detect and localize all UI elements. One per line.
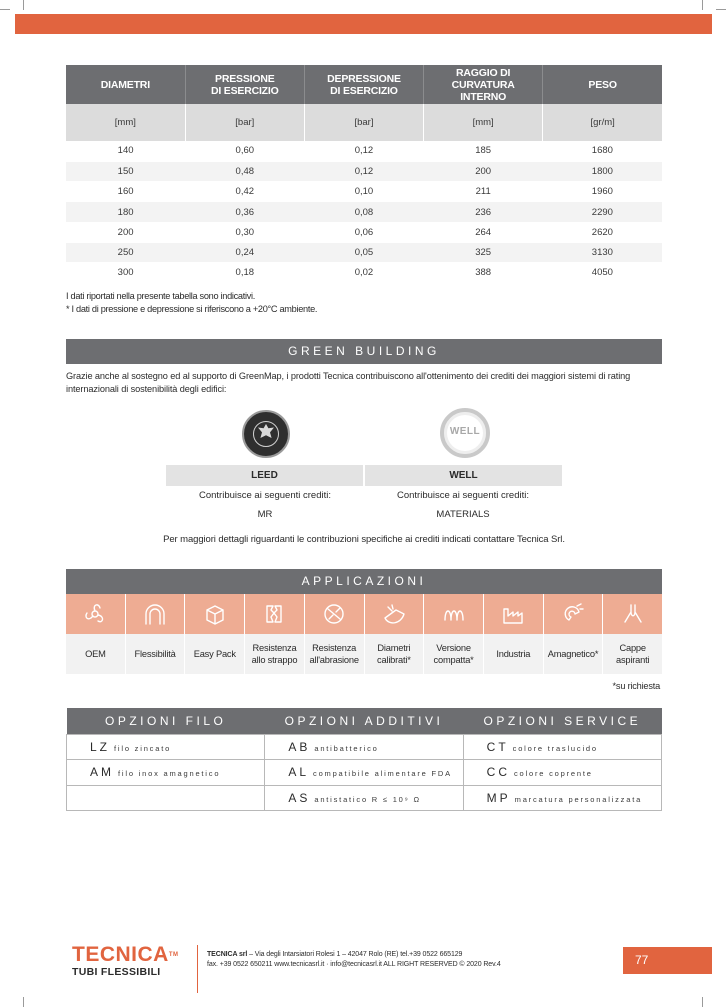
spec-table — [66, 65, 662, 284]
application-label: Resistenza all'abrasione — [305, 634, 365, 674]
unit-cell: [bar] — [304, 104, 423, 141]
table-row — [66, 263, 662, 283]
application-icon-cell — [484, 594, 544, 634]
brand-name-text: TECNICA — [72, 943, 169, 966]
table-cell: 0,12 — [304, 161, 423, 181]
spec-notes — [66, 290, 317, 315]
option-description: colore traslucido — [512, 743, 598, 753]
option-cell — [67, 760, 265, 786]
unit-cell: [mm] — [424, 104, 543, 141]
options-header-service: OPZIONI SERVICE — [463, 708, 661, 734]
applications-icon-row — [66, 594, 662, 634]
hood-icon — [619, 600, 647, 628]
option-code: AB — [288, 739, 311, 754]
table-row — [66, 182, 662, 202]
table-cell: 1960 — [543, 182, 662, 202]
table-cell: 0,02 — [304, 263, 423, 283]
table-cell: 2290 — [543, 202, 662, 222]
option-code: LZ — [90, 739, 111, 754]
table-cell: 264 — [424, 222, 543, 242]
table-cell: 0,60 — [185, 141, 304, 161]
table-cell: 0,08 — [304, 202, 423, 222]
table-cell: 0,12 — [304, 141, 423, 161]
cert-credit-row — [166, 505, 562, 524]
brand-name — [72, 944, 179, 966]
option-description: marcatura personalizzata — [514, 794, 643, 804]
fan-icon — [81, 600, 109, 628]
crop-mark — [716, 9, 726, 10]
well-header: WELL — [364, 465, 562, 486]
unit-cell: [bar] — [185, 104, 304, 141]
table-cell: 0,36 — [185, 202, 304, 222]
crop-mark — [0, 9, 10, 10]
table-cell: 200 — [424, 161, 543, 181]
well-credit: MATERIALS — [436, 509, 490, 520]
table-cell: 3130 — [543, 242, 662, 262]
well-logo-icon — [440, 408, 490, 458]
option-description: antistatico R ≤ 10⁹ Ω — [314, 794, 421, 804]
application-icon-cell — [185, 594, 245, 634]
table-row — [66, 161, 662, 181]
applicazioni-title: APPLICAZIONI — [66, 569, 662, 594]
option-description: filo inox amagnetico — [118, 769, 221, 779]
option-cell — [265, 734, 463, 760]
unit-cell: [gr/m] — [543, 104, 662, 141]
application-label: Versione compatta* — [424, 634, 484, 674]
application-label: OEM — [66, 634, 126, 674]
application-label: Easy Pack — [185, 634, 245, 674]
table-cell: 2620 — [543, 222, 662, 242]
address-line-2: fax. +39 0522 650211 www.tecnicasrl.it · info@tecnicasrl.it ALL RIGHT RESERVED © 2020 Rev.4 — [207, 960, 501, 968]
table-cell: 0,24 — [185, 242, 304, 262]
application-label: Industria — [484, 634, 544, 674]
address-line — [207, 950, 501, 960]
table-cell: 4050 — [543, 263, 662, 283]
brand-trademark: TM — [168, 952, 179, 958]
option-cell — [67, 734, 265, 760]
leed-header: LEED — [166, 465, 364, 486]
leed-credit: MR — [257, 509, 273, 520]
application-icon-cell — [305, 594, 365, 634]
well-contributes: Contribuisce ai seguenti crediti: — [396, 490, 529, 501]
green-building-title: GREEN BUILDING — [66, 339, 662, 364]
tear-icon — [260, 600, 288, 628]
options-table — [66, 708, 662, 811]
box-icon — [201, 600, 229, 628]
options-header-filo: OPZIONI FILO — [67, 708, 265, 734]
option-cell — [265, 785, 463, 811]
cert-header-row — [166, 465, 562, 486]
table-cell: 1800 — [543, 161, 662, 181]
options-header-row — [67, 708, 662, 734]
option-description: filo zincato — [114, 743, 172, 753]
option-code: AS — [288, 790, 311, 805]
option-cell — [463, 734, 661, 760]
table-cell: 185 — [424, 141, 543, 161]
table-cell: 300 — [66, 263, 185, 283]
table-cell: 140 — [66, 141, 185, 161]
spec-header: PRESSIONE DI ESERCIZIO — [185, 65, 304, 104]
brand-logo — [72, 944, 179, 978]
option-code: AM — [90, 765, 114, 780]
factory-icon — [499, 600, 527, 628]
green-building-footer: Per maggiori dettagli riguardanti le contribuzioni specifiche ai crediti indicati contattare Tecnica Srl. — [163, 534, 565, 545]
table-cell: 236 — [424, 202, 543, 222]
option-cell — [265, 760, 463, 786]
application-label: Diametri calibrati* — [365, 634, 425, 674]
table-cell: 200 — [66, 222, 185, 242]
application-icon-cell — [544, 594, 604, 634]
application-icon-cell — [66, 594, 126, 634]
option-description: compatibile alimentare FDA — [313, 769, 452, 779]
unit-cell: [mm] — [66, 104, 185, 141]
spec-header: PESO — [543, 65, 662, 104]
arch-icon — [141, 600, 169, 628]
spec-header: DEPRESSIONE DI ESERCIZIO — [304, 65, 423, 104]
top-accent-band — [15, 14, 712, 34]
crop-mark — [702, 997, 703, 1007]
crop-mark — [23, 997, 24, 1007]
applications-label-row — [66, 634, 662, 674]
application-label: Amagnetico* — [544, 634, 604, 674]
spec-header-row — [66, 65, 662, 104]
options-header-additivi: OPZIONI ADDITIVI — [265, 708, 463, 734]
table-cell: 180 — [66, 202, 185, 222]
application-icon-cell — [126, 594, 186, 634]
leed-contributes: Contribuisce ai seguenti crediti: — [198, 490, 331, 501]
option-code: MP — [486, 790, 511, 805]
table-row — [66, 202, 662, 222]
spec-units-row — [66, 104, 662, 141]
options-row — [67, 760, 662, 786]
crop-mark — [702, 0, 703, 10]
table-cell: 160 — [66, 182, 185, 202]
table-cell: 1680 — [543, 141, 662, 161]
table-cell: 0,42 — [185, 182, 304, 202]
diameter-icon — [380, 600, 408, 628]
spec-note: * I dati di pressione e depressione si riferiscono a +20°C ambiente. — [66, 303, 318, 314]
option-cell — [463, 785, 661, 811]
option-code: CT — [486, 739, 509, 754]
table-cell: 150 — [66, 161, 185, 181]
table-cell: 0,10 — [304, 182, 423, 202]
spec-note: I dati riportati nella presente tabella sono indicativi. — [66, 291, 256, 301]
spec-header: RAGGIO DI CURVATURA INTERNO — [424, 65, 543, 104]
application-icon-cell — [603, 594, 662, 634]
options-row — [67, 785, 662, 811]
table-cell: 0,05 — [304, 242, 423, 262]
table-row — [66, 141, 662, 161]
table-cell: 250 — [66, 242, 185, 262]
spec-header: DIAMETRI — [66, 65, 185, 104]
address-company: TECNICA srl — [207, 951, 248, 958]
magnet-icon — [559, 600, 587, 628]
certification-table — [166, 465, 562, 524]
brand-tagline: TUBI FLESSIBILI — [72, 966, 161, 978]
application-icon-cell — [365, 594, 425, 634]
well-logo-text: WELL — [449, 426, 481, 437]
option-cell — [67, 785, 265, 811]
table-cell: 211 — [424, 182, 543, 202]
abrasion-icon — [320, 600, 348, 628]
company-address — [207, 950, 501, 969]
application-icon-cell — [424, 594, 484, 634]
table-cell: 388 — [424, 263, 543, 283]
application-label: Flessibilità — [126, 634, 186, 674]
option-code: AL — [288, 765, 310, 780]
options-row — [67, 734, 662, 760]
table-cell: 0,18 — [185, 263, 304, 283]
option-cell — [463, 760, 661, 786]
crop-mark — [23, 0, 24, 10]
table-row — [66, 242, 662, 262]
table-cell: 325 — [424, 242, 543, 262]
green-building-intro: Grazie anche al sostegno ed al supporto di GreenMap, i prodotti Tecnica contribuiscono all'ottenimento dei crediti dei maggiori sistemi di rating internazionali di sostenibilità degli edifici: — [66, 371, 631, 394]
application-icon-cell — [245, 594, 305, 634]
application-label: Resistenza allo strappo — [245, 634, 305, 674]
table-cell: 0,06 — [304, 222, 423, 242]
leed-seal-icon — [242, 410, 290, 458]
option-code: CC — [486, 765, 510, 780]
table-cell: 0,30 — [185, 222, 304, 242]
application-label: Cappe aspiranti — [616, 642, 650, 665]
page-number: 77 — [623, 947, 712, 974]
address-line-1: – Via degli Intarsiatori Rolesi 1 – 42047 Rolo (RE) tel.+39 0522 665129 — [247, 951, 463, 958]
table-row — [66, 222, 662, 242]
table-cell: 0,48 — [185, 161, 304, 181]
coil-icon — [440, 600, 468, 628]
option-description: colore coprente — [514, 769, 593, 779]
applications-footnote: *su richiesta — [612, 681, 660, 691]
footer-divider — [197, 945, 198, 993]
option-description: antibatterico — [314, 743, 379, 753]
cert-contrib-row — [166, 486, 562, 505]
